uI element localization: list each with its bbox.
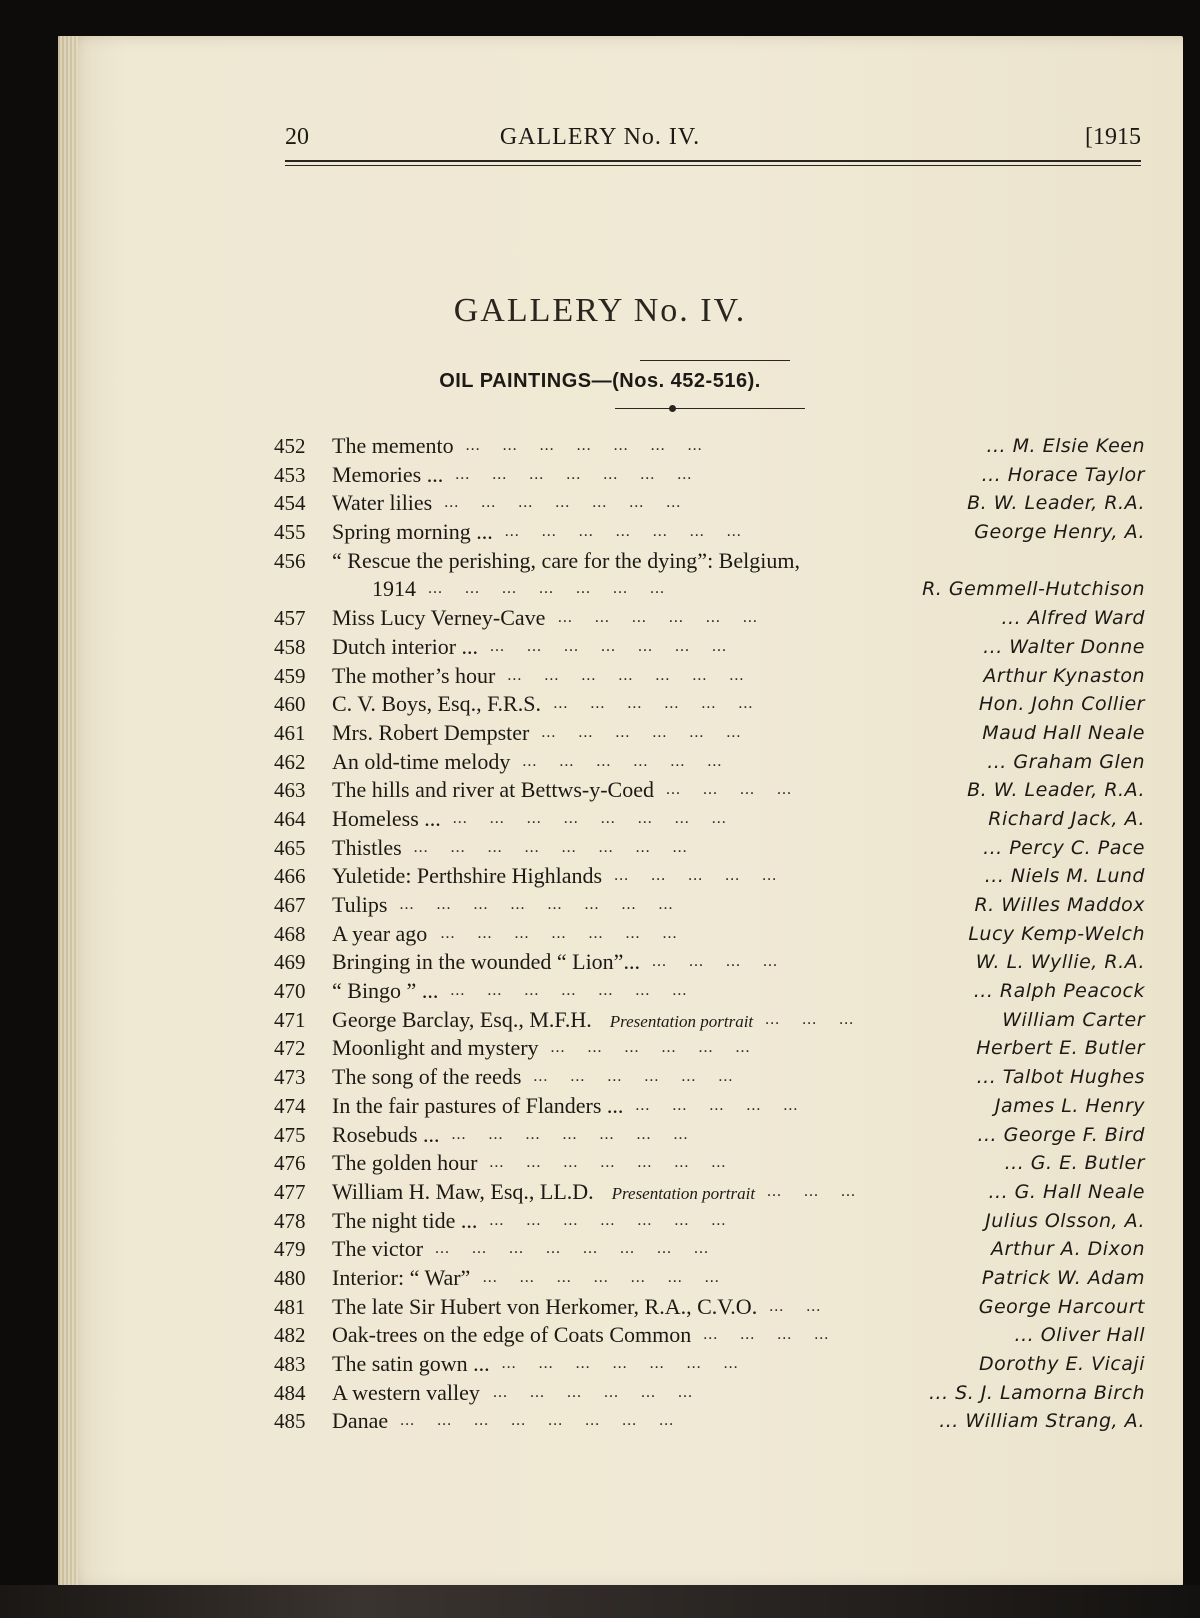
leader-dots: ... ... ... ... [703,1326,830,1344]
running-header [0,124,1200,164]
leader-dots: ... ... ... ... ... ... ... ... [435,1240,710,1258]
entry-artist: ... George F. Bird [977,1123,1145,1146]
entry-title [332,1063,521,1092]
leader-dots: ... ... ... ... ... ... ... ... [413,838,688,856]
entry-title-text: Memories ... [332,461,444,487]
entry-title [332,1121,440,1150]
leader-dots: ... ... ... ... ... ... ... [444,494,682,512]
entry-artist: George Henry, A. [974,521,1145,544]
entry-title [332,518,493,547]
leader-dots: ... ... ... ... ... ... [541,723,742,741]
entry-artist: B. W. Leader, R.A. [967,779,1145,802]
entry-title-text: “ Bingo ” ... [332,978,439,1004]
entry-artist: Maud Hall Neale [982,721,1145,744]
entry-artist: ... G. E. Butler [1004,1152,1145,1175]
entry-number: 473 [274,1065,306,1090]
entry-artist: ... Walter Donne [983,635,1145,658]
catalogue-entry [0,604,1200,633]
entry-title-text: Mrs. Robert Dempster [332,719,530,745]
leader-dots: ... ... ... ... ... ... ... [450,982,688,1000]
leader-dots: ... ... ... ... ... ... ... [428,580,665,598]
header-rule-thin [285,165,1141,166]
entry-artist: R. Willes Maddox [974,894,1145,916]
catalogue-entry [0,1034,1200,1063]
catalogue-entry [0,1149,1200,1178]
catalogue-entry [0,719,1200,748]
catalogue-entry [0,690,1200,719]
entry-title-text: Spring morning ... [332,519,493,545]
entry-artist: Julius Olsson, A. [985,1209,1145,1232]
book-edge [0,1585,1200,1618]
leader-dots: ... ... ... ... ... ... [522,752,723,770]
entry-note: Presentation portrait [611,1183,756,1203]
entry-number: 454 [274,491,306,516]
entry-artist: Hon. John Collier [978,693,1145,716]
entry-title [332,1264,470,1293]
entry-title [332,805,441,834]
leader-dots: ... ... ... ... ... ... ... [504,523,742,541]
entry-number: 460 [274,692,306,717]
entry-title [332,662,495,691]
entry-number: 478 [274,1208,306,1233]
entry-artist: William Carter [1002,1008,1145,1031]
leader-dots: ... ... ... ... ... [635,1096,799,1114]
entry-number: 457 [274,606,306,631]
entry-number: 453 [274,462,306,487]
entry-title-text: The late Sir Hubert von Herkomer, R.A., C.V.O. [332,1293,758,1319]
leader-dots: ... ... ... ... ... ... ... [465,437,703,454]
entry-title-text: The satin gown ... [332,1351,490,1376]
entry-number: 464 [274,806,306,831]
leader-dots: ... ... ... ... ... ... ... [489,1154,727,1172]
entry-title [332,834,402,863]
header-rule [285,160,1141,162]
entry-number: 476 [274,1151,306,1176]
entry-number: 455 [274,520,306,545]
entry-note: Presentation portrait [609,1011,754,1031]
entry-title-text: George Barclay, Esq., M.F.H. [332,1006,592,1032]
catalogue-entry [0,1235,1200,1264]
entry-number: 481 [274,1294,306,1319]
leader-dots: ... ... ... ... ... ... ... [455,465,693,483]
entry-number: 456 [274,548,306,573]
entry-title-text: The hills and river at Bettws-y-Coed [332,777,654,803]
entry-title-text: Yuletide: Perthshire Highlands [332,863,603,889]
entry-artist: ... Oliver Hall [1014,1324,1145,1347]
entry-number: 470 [274,979,306,1004]
entry-title [332,1006,753,1037]
catalogue-entry [0,461,1200,490]
entry-title-continuation: 1914 [372,576,416,602]
title-divider [640,360,790,361]
entry-title-text: Dutch interior ... [332,633,479,659]
entry-number: 461 [274,720,306,745]
leader-dots: ... ... ... [767,1182,857,1200]
leader-dots: ... ... [769,1297,822,1315]
entry-artist: ... Alfred Ward [1001,607,1145,630]
catalogue-entry [0,662,1200,691]
entry-number: 465 [274,835,306,860]
entry-number: 452 [274,434,306,458]
catalogue-entry [0,1207,1200,1236]
entry-artist: ... Percy C. Pace [983,836,1145,859]
entry-title [332,633,478,662]
entry-artist: Patrick W. Adam [981,1266,1145,1289]
catalogue-entry [0,1264,1200,1293]
entry-list [0,432,1200,1436]
entry-title-text: Oak-trees on the edge of Coats Common [332,1322,692,1348]
catalogue-entry-continuation [0,575,1200,604]
entry-number: 471 [274,1007,306,1032]
leader-dots: ... ... ... ... ... ... [553,695,754,713]
entry-title [332,547,800,576]
leader-dots: ... ... ... ... ... ... ... [489,1211,727,1229]
leader-dots: ... ... ... ... ... ... ... [507,666,745,684]
leader-dots: ... ... ... ... ... ... [557,609,758,627]
entry-artist: ... Ralph Peacock [973,980,1145,1003]
leader-dots: ... ... ... ... ... ... ... ... [399,896,674,913]
entry-title-text: The memento [332,433,454,458]
entry-artist: R. Gemmell-Hutchison [922,578,1145,601]
entry-title-text: Danae [332,1408,389,1434]
entry-title [332,1407,388,1436]
entry-title-text: Water lilies [332,490,433,516]
entry-title-text: An old-time melody [332,748,511,774]
entry-title-text: C. V. Boys, Esq., F.R.S. [332,691,541,717]
entry-number: 459 [274,663,306,688]
entry-title [332,604,545,633]
entry-title-text: In the fair pastures of Flanders ... [332,1092,624,1118]
catalogue-entry [0,489,1200,518]
entry-artist: ... Talbot Hughes [976,1066,1145,1089]
catalogue-entry [0,977,1200,1006]
entry-title-text: The golden hour [332,1150,478,1176]
entry-title-text: Tulips [332,892,388,917]
entry-title [332,977,438,1006]
leader-dots: ... ... ... ... ... ... ... [451,1125,689,1143]
divider-dot [669,405,676,412]
entry-title [332,1235,423,1264]
entry-title [332,1321,691,1350]
catalogue-entry [0,1178,1200,1207]
leader-dots: ... ... ... ... ... ... ... [490,637,728,655]
running-year: [1915 [1085,124,1141,150]
entry-title-text: Thistles [332,834,402,860]
entry-number: 474 [274,1093,306,1118]
entry-artist: ... M. Elsie Keen [986,435,1145,457]
entry-title-text: A western valley [332,1379,480,1405]
entry-title [332,776,654,805]
leader-dots: ... ... ... ... [651,953,778,971]
page-number: 20 [285,124,309,150]
entry-title [332,461,443,490]
catalogue-entry [0,920,1200,949]
entry-title-text: A year ago [332,920,428,946]
entry-number: 463 [274,778,306,803]
entry-title-text: Homeless ... [332,805,441,831]
entry-artist: ... Graham Glen [987,750,1145,773]
entry-number: 485 [274,1409,306,1434]
catalogue-entry [0,1121,1200,1150]
leader-dots: ... ... ... ... ... [614,867,778,885]
catalogue-entry [0,862,1200,891]
leader-dots: ... ... ... ... ... ... ... [501,1355,739,1372]
catalogue-entry [0,1063,1200,1092]
entry-number: 475 [274,1122,306,1147]
entry-title [332,748,510,777]
entry-number: 458 [274,634,306,659]
catalogue-entry [0,1407,1200,1436]
entry-artist: Herbert E. Butler [976,1037,1145,1060]
entry-title-text: The mother’s hour [332,662,496,688]
entry-title [332,1379,480,1408]
catalogue-entry [0,776,1200,805]
leader-dots: ... ... ... ... ... ... [493,1383,694,1401]
entry-title [332,1149,477,1178]
entry-title-text: Rosebuds ... [332,1121,440,1147]
catalogue-entry [0,948,1200,977]
catalogue-entry [0,1321,1200,1350]
entry-title-text: William H. Maw, Esq., LL.D. [332,1178,594,1204]
leader-dots: ... ... ... ... ... ... [550,1039,751,1057]
entry-artist: Arthur Kynaston [983,664,1145,687]
entry-artist: James L. Henry [994,1094,1145,1117]
entry-artist: Lucy Kemp-Welch [968,922,1145,945]
entry-number: 482 [274,1323,306,1348]
entry-title-text: The song of the reeds [332,1064,522,1090]
entry-title [332,690,541,719]
entry-title-text: Bringing in the wounded “ Lion”... [332,949,640,975]
entry-title [332,1207,477,1236]
entry-number: 477 [274,1179,306,1204]
entry-artist: ... Horace Taylor [981,463,1145,486]
catalogue-entry [0,547,1200,576]
entry-title-text: The night tide ... [332,1207,478,1233]
entry-title [332,432,454,461]
catalogue-entry [0,748,1200,777]
leader-dots: ... ... ... [765,1010,855,1028]
catalogue-entry [0,1006,1200,1035]
entry-number: 468 [274,921,306,946]
catalogue-entry [0,432,1200,461]
leader-dots: ... ... ... ... ... ... ... [440,924,678,942]
catalogue-entry [0,518,1200,547]
entry-title [332,920,427,949]
subtitle-divider [615,408,805,409]
leader-dots: ... ... ... ... ... ... ... [482,1268,720,1286]
entry-number: 462 [274,749,306,774]
entry-artist: B. W. Leader, R.A. [967,492,1145,515]
catalogue-entry [0,1092,1200,1121]
entry-number: 469 [274,950,306,975]
entry-title [332,948,640,977]
entry-title [332,1178,755,1209]
entry-artist: ... G. Hall Neale [988,1180,1145,1203]
catalogue-entry [0,834,1200,863]
entry-number: 466 [274,864,306,889]
entry-title [332,862,602,891]
leader-dots: ... ... ... ... [665,781,792,799]
entry-title-text: Interior: “ War” [332,1264,471,1290]
entry-number: 479 [274,1237,306,1262]
leader-dots: ... ... ... ... ... ... [533,1068,734,1086]
entry-title [332,1092,623,1121]
entry-artist: Dorothy E. Vicaji [979,1353,1145,1375]
catalogue-entry [0,1350,1200,1379]
entry-artist: ... Niels M. Lund [984,865,1145,888]
running-title: GALLERY No. IV. [499,124,701,150]
entry-title [332,489,432,518]
entry-artist: ... S. J. Lamorna Birch [929,1381,1145,1404]
entry-number: 472 [274,1036,306,1061]
entry-title [332,719,529,748]
entry-title-text: Moonlight and mystery [332,1035,539,1061]
catalogue-entry [0,1293,1200,1322]
entry-number: 483 [274,1352,306,1376]
catalogue-entry [0,1379,1200,1408]
catalogue-entry [0,805,1200,834]
leader-dots: ... ... ... ... ... ... ... ... [400,1412,675,1430]
entry-title-text: Miss Lucy Verney-Cave [332,605,546,631]
entry-number: 484 [274,1380,306,1405]
entry-number: 480 [274,1265,306,1290]
entry-title [332,1293,757,1322]
entry-artist: Arthur A. Dixon [991,1238,1145,1261]
entry-artist: George Harcourt [978,1295,1145,1318]
entry-title-text: “ Rescue the perishing, care for the dying”: Belgium, [332,547,800,573]
entry-artist: ... William Strang, A. [939,1410,1145,1433]
entry-title-text: The victor [332,1236,424,1262]
entry-title [332,1350,490,1379]
entry-number: 467 [274,893,306,917]
page-title: GALLERY No. IV. [453,292,747,329]
section-subtitle: OIL PAINTINGS—(Nos. 452-516). [439,370,761,392]
leader-dots: ... ... ... ... ... ... ... ... [452,809,727,827]
catalogue-entry [0,891,1200,920]
catalogue-entry [0,633,1200,662]
entry-title [332,1034,539,1063]
entry-artist: W. L. Wyllie, R.A. [975,951,1145,974]
entry-artist: Richard Jack, A. [988,807,1145,830]
entry-title [332,891,387,920]
